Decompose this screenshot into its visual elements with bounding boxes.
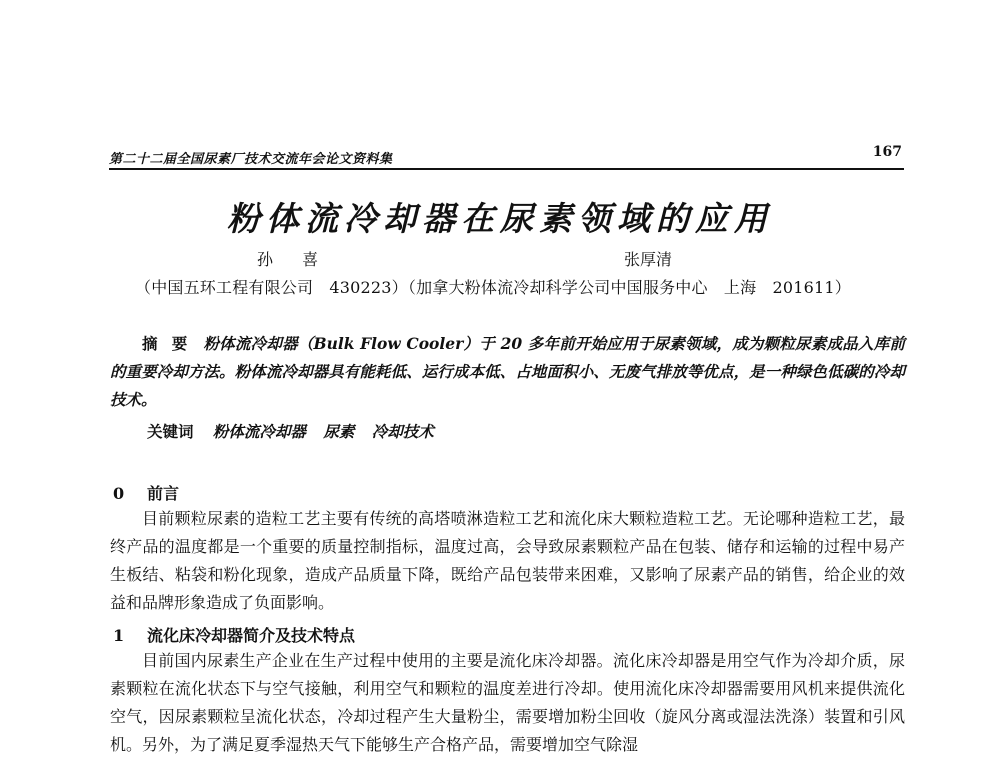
running-header [109,144,904,170]
keyword-item: 冷却技术 [371,422,434,441]
author-zhang-houqing: 张厚清 [624,250,673,269]
affiliation-line: （中国五环工程有限公司 430223）（加拿大粉体流冷却科学公司中国服务中心 上海 201611） [135,278,851,297]
section-title: 流化床冷却器简介及技术特点 [147,626,356,645]
keywords-label: 关键词 [147,422,194,441]
abstract-label: 摘要 [142,334,202,353]
keyword-item: 粉体流冷却器 [212,422,306,441]
section-heading-introduction [113,481,179,504]
section-title: 前言 [147,484,180,503]
keywords [147,420,446,442]
paper-title: 粉体流冷却器在尿素领域的应用 [227,199,773,238]
section-heading-fluidized-bed [113,623,355,646]
abstract [110,330,905,414]
keyword-item: 尿素 [323,422,355,441]
section-number: 0 [113,484,125,503]
author-sun-xi: 孙 喜 [257,250,331,269]
section-number: 1 [113,626,125,645]
introduction-paragraph: 目前颗粒尿素的造粒工艺主要有传统的高塔喷淋造粒工艺和流化床大颗粒造粒工艺。无论哪种造粒工艺，最终产品的温度都是一个重要的质量控制指标，温度过高，会导致尿素颗粒产品在包装、储存和运输的过程中易产生板结、粘袋和粉化现象，造成产品质量下降，既给产品包装带来困难，又影响了尿素产品的销售，给企业的效益和品牌形象造成了负面影响。 [110,509,905,612]
abstract-text: 粉体流冷却器（Bulk Flow Cooler）于 20 多年前开始应用于尿素领域，成为颗粒尿素成品入库前的重要冷却方法。粉体流冷却器具有能耗低、运行成本低、占地面积小、无废气排放等优点，是一种绿色低碳的冷却技术。 [110,334,905,409]
journal-name: 第二十二届全国尿素厂技术交流年会论文资料集 [109,152,393,167]
fluidized-bed-paragraph: 目前国内尿素生产企业在生产过程中使用的主要是流化床冷却器。流化床冷却器是用空气作为冷却介质，尿素颗粒在流化状态下与空气接触，利用空气和颗粒的温度差进行冷却。使用流化床冷却器需要用风机来提供流化空气，因尿素颗粒呈流化状态，冷却过程产生大量粉尘，需要增加粉尘回收（旋风分离或湿法洗涤）装置和引风机。另外，为了满足夏季湿热天气下能够生产合格产品，需要增加空气除湿 [110,651,905,754]
page-number: 167 [872,144,902,160]
